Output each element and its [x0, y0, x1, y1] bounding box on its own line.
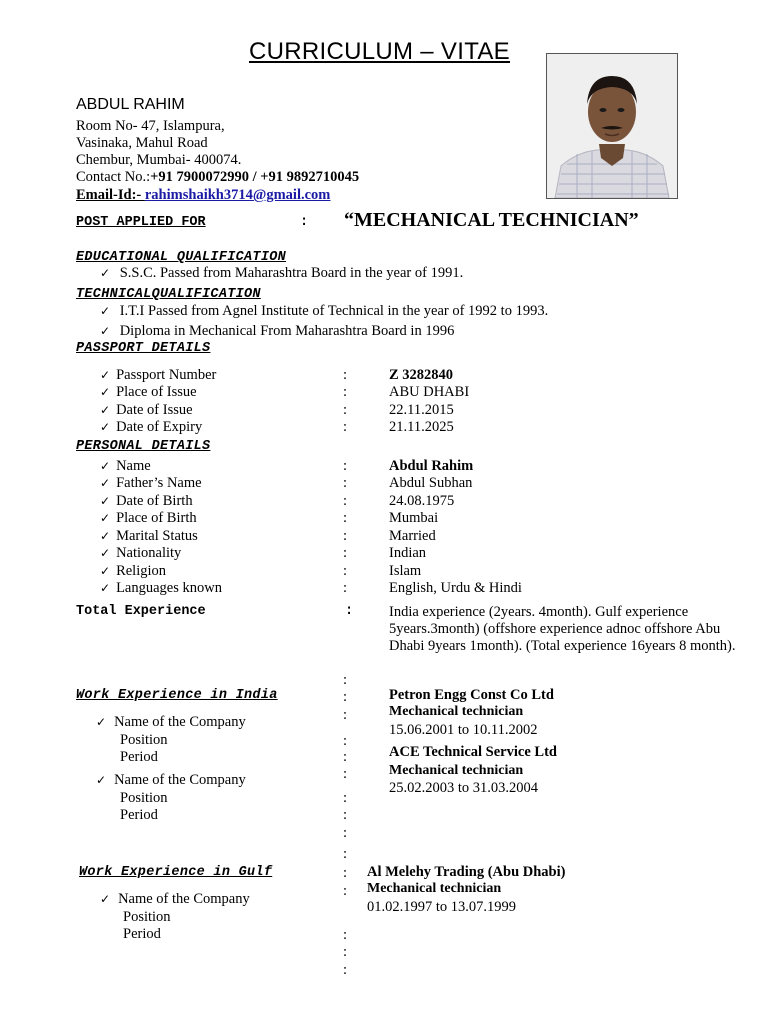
personal-row: ✓ Nationality	[100, 545, 182, 561]
section-heading-work-india: Work Experience in India	[76, 688, 278, 703]
checkmark-icon: ✓	[100, 892, 111, 906]
work-label: Period	[120, 807, 158, 823]
email-label: Email-Id:-	[76, 187, 145, 203]
personal-row: ✓ Date of Birth	[100, 493, 193, 509]
colon: :	[343, 733, 348, 749]
personal-value: English, Urdu & Hindi	[389, 580, 522, 596]
checkmark-icon: ✓	[100, 546, 111, 560]
list-item: ✓ I.T.I Passed from Agnel Institute of Technical in the year of 1992 to 1993.	[100, 303, 549, 319]
passport-value: Z 3282840	[389, 367, 454, 383]
section-heading-technical: TECHNICALQUALIFICATION	[76, 287, 261, 302]
checkmark-icon: ✓	[100, 385, 111, 399]
address-line: Chembur, Mumbai- 400074.	[76, 152, 242, 168]
checkmark-icon: ✓	[100, 403, 111, 417]
personal-value: Indian	[389, 545, 427, 561]
colon: :	[343, 510, 348, 526]
colon: :	[343, 563, 348, 579]
work-label: ✓ Name of the Company	[96, 772, 246, 788]
section-heading-passport: PASSPORT DETAILS	[76, 341, 211, 356]
checkmark-icon: ✓	[100, 459, 111, 473]
colon: :	[343, 419, 348, 435]
personal-value: Abdul Subhan	[389, 475, 473, 491]
personal-row: ✓ Father’s Name	[100, 475, 202, 491]
colon: :	[343, 689, 348, 705]
checkmark-icon: ✓	[100, 564, 111, 578]
colon: :	[343, 493, 348, 509]
person-photo-icon	[547, 54, 677, 198]
colon: :	[343, 475, 348, 491]
passport-value: 22.11.2015	[389, 402, 454, 418]
personal-value: Abdul Rahim	[389, 458, 474, 474]
email-line	[76, 186, 330, 204]
candidate-name: ABDUL RAHIM	[76, 96, 185, 113]
colon: :	[343, 384, 348, 400]
personal-row: ✓ Name	[100, 458, 151, 474]
colon: :	[343, 545, 348, 561]
colon: :	[343, 962, 348, 978]
passport-row: ✓ Date of Issue	[100, 402, 193, 418]
page-title: CURRICULUM – VITAE	[249, 38, 510, 65]
company-name: Petron Engg Const Co Ltd	[389, 687, 554, 703]
contact-number: +91 7900072990 / +91 9892710045	[150, 169, 360, 185]
period-value: 01.02.1997 to 13.07.1999	[367, 899, 517, 915]
period-value: 15.06.2001 to 10.11.2002	[389, 722, 538, 738]
personal-value: 24.08.1975	[389, 493, 455, 509]
colon: :	[343, 749, 348, 765]
checkmark-icon: ✓	[100, 420, 111, 434]
colon: :	[343, 790, 348, 806]
address-line: Room No- 47, Islampura,	[76, 118, 225, 134]
checkmark-icon: ✓	[100, 529, 111, 543]
work-label: Position	[120, 732, 168, 748]
work-label: ✓ Name of the Company	[96, 714, 246, 730]
email-link[interactable]: rahimshaikh3714@gmail.com	[144, 187, 331, 203]
contact-label: Contact No.:	[76, 169, 151, 185]
position-value: Mechanical technician	[389, 763, 524, 778]
colon: :	[343, 528, 348, 544]
checkmark-icon: ✓	[100, 494, 111, 508]
section-heading-education: EDUCATIONAL QUALIFICATION	[76, 250, 287, 265]
personal-value: Married	[389, 528, 436, 544]
colon: :	[343, 944, 348, 960]
colon: :	[345, 604, 354, 619]
colon: :	[343, 402, 348, 418]
personal-value: Islam	[389, 563, 422, 579]
personal-row: ✓ Marital Status	[100, 528, 198, 544]
colon: :	[343, 458, 348, 474]
colon: :	[343, 766, 348, 782]
checkmark-icon: ✓	[100, 324, 111, 338]
colon: :	[343, 707, 348, 723]
colon: :	[343, 927, 348, 943]
passport-row: ✓ Date of Expiry	[100, 419, 203, 435]
checkmark-icon: ✓	[96, 715, 107, 729]
passport-value: 21.11.2025	[389, 419, 454, 435]
colon: :	[343, 367, 348, 383]
colon: :	[343, 825, 348, 841]
work-label: ✓ Name of the Company	[100, 891, 250, 907]
checkmark-icon: ✓	[100, 304, 111, 318]
work-label: Position	[120, 790, 168, 806]
passport-row: ✓ Passport Number	[100, 367, 217, 383]
checkmark-icon: ✓	[100, 511, 111, 525]
colon: :	[300, 215, 309, 230]
passport-row: ✓ Place of Issue	[100, 384, 197, 400]
company-name: Al Melehy Trading (Abu Dhabi)	[367, 864, 566, 880]
profile-photo	[546, 53, 678, 199]
experience-text: India experience (2years. 4month). Gulf experience 5years.3month) (offshore experience adnoc offshore Abu Dhabi 9years 1month). (Total experience 16years 8 month).	[389, 604, 736, 654]
list-item: ✓ Diploma in Mechanical From Maharashtra Board in 1996	[100, 323, 455, 339]
checkmark-icon: ✓	[100, 266, 111, 280]
colon: :	[343, 865, 348, 881]
colon: :	[343, 580, 348, 596]
colon: :	[343, 883, 348, 899]
checkmark-icon: ✓	[100, 368, 111, 382]
checkmark-icon: ✓	[100, 581, 111, 595]
section-heading-personal: PERSONAL DETAILS	[76, 439, 211, 454]
section-heading-work-gulf: Work Experience in Gulf	[79, 865, 273, 880]
position-value: Mechanical technician	[367, 881, 502, 896]
colon: :	[343, 672, 348, 688]
experience-label: Total Experience	[76, 604, 206, 619]
address-line: Vasinaka, Mahul Road	[76, 135, 208, 151]
colon: :	[343, 846, 348, 862]
personal-row: ✓ Languages known	[100, 580, 222, 596]
company-name: ACE Technical Service Ltd	[389, 744, 557, 760]
work-label: Period	[120, 749, 158, 765]
colon: :	[343, 807, 348, 823]
list-item: ✓ S.S.C. Passed from Maharashtra Board in the year of 1991.	[100, 265, 464, 281]
position-value: Mechanical technician	[389, 704, 524, 719]
personal-row: ✓ Religion	[100, 563, 167, 579]
post-label: POST APPLIED FOR	[76, 215, 206, 230]
period-value: 25.02.2003 to 31.03.2004	[389, 780, 539, 796]
contact-line	[76, 168, 359, 186]
passport-value: ABU DHABI	[389, 384, 470, 400]
work-label: Period	[123, 926, 161, 942]
personal-row: ✓ Place of Birth	[100, 510, 197, 526]
checkmark-icon: ✓	[100, 476, 111, 490]
post-value: “MECHANICAL TECHNICIAN”	[344, 209, 639, 231]
personal-value: Mumbai	[389, 510, 439, 526]
checkmark-icon: ✓	[96, 773, 107, 787]
work-label: Position	[123, 909, 171, 925]
